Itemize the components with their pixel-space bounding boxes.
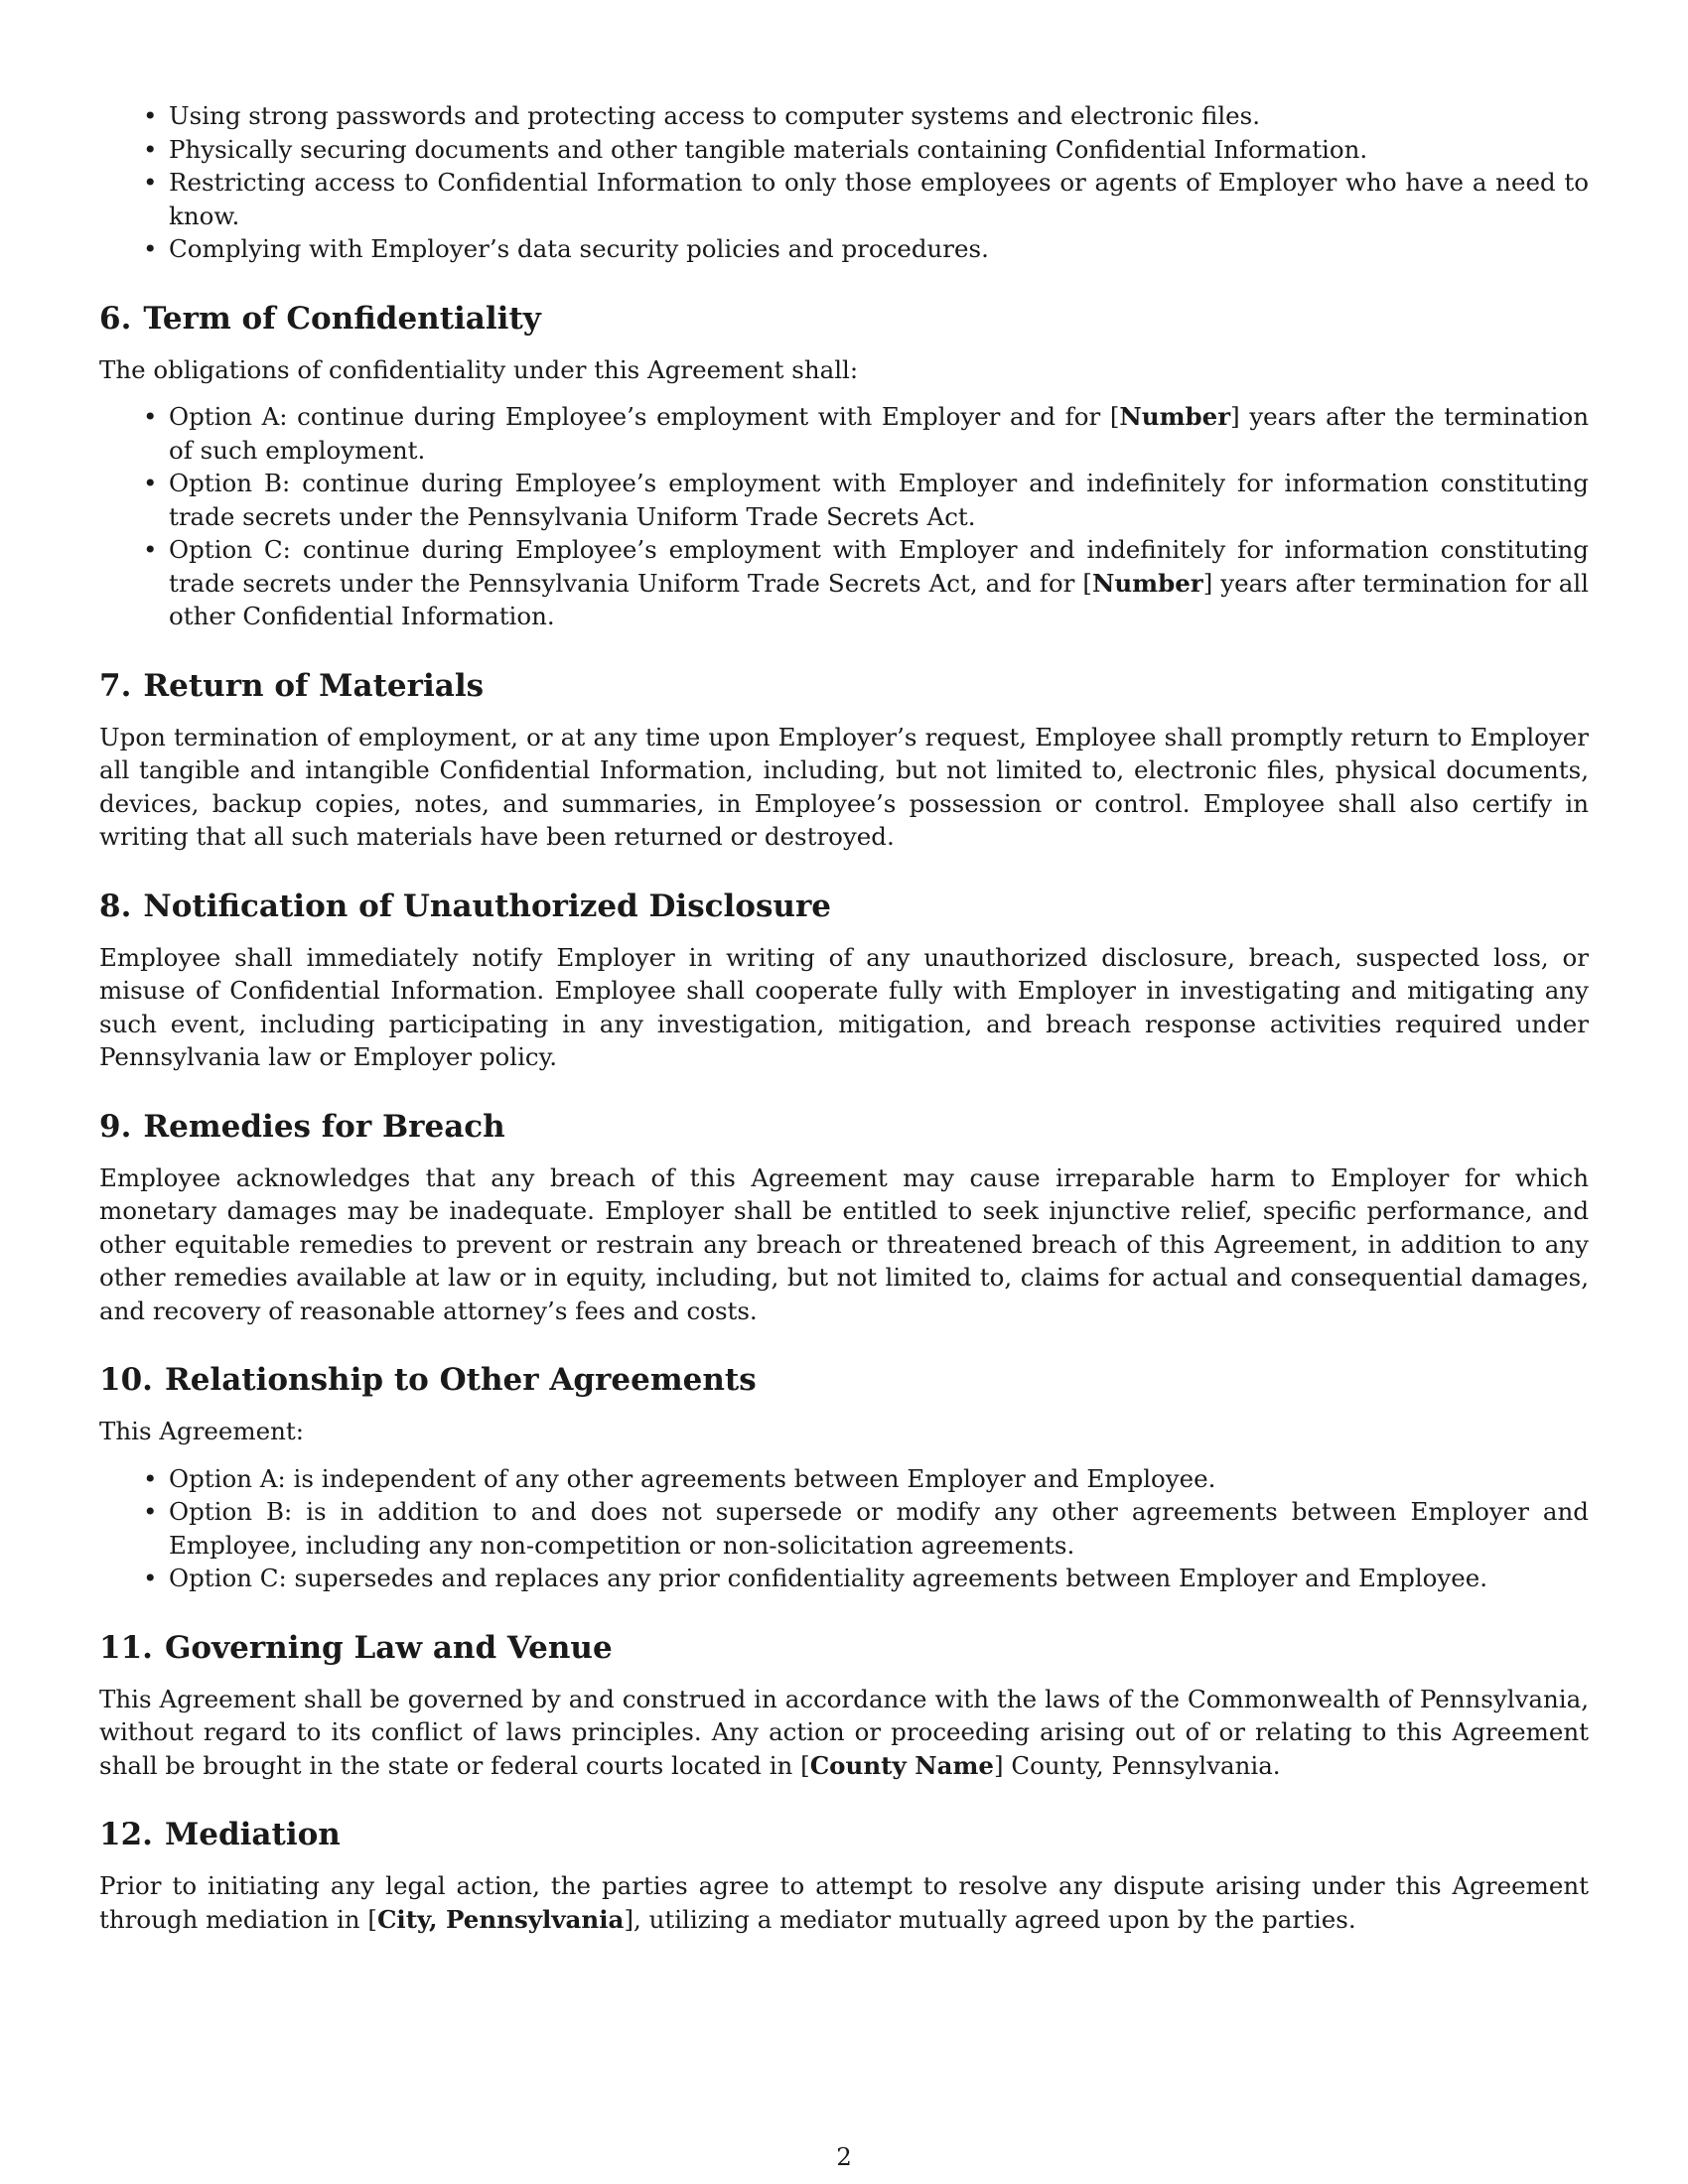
section-6-heading	[99, 300, 1589, 338]
section-number: 6.	[99, 300, 132, 337]
section-title: Term of Confidentiality	[143, 300, 541, 337]
option-text: ] years after the termination of such employment.	[169, 402, 1589, 465]
list-item: • Using strong passwords and protecting access to computer systems and electronic files.	[169, 99, 1589, 133]
body-text: ], utilizing a mediator mutually agreed upon by the parties.	[624, 1904, 1356, 1934]
section-6-intro: The obligations of confidentiality under this Agreement shall:	[99, 354, 859, 384]
page-number: 2	[836, 2142, 852, 2171]
option-text: Option A: continue during Employee’s employment with Employer and for [	[169, 402, 1120, 431]
option-b: • Option B: is in addition to and does not supersede or modify any other agreements between Employer and Employee, including any non-competition or non-solicitation agreements.	[169, 1495, 1589, 1562]
section-title: Notification of Unauthorized Disclosure	[143, 887, 832, 924]
section-number: 10.	[99, 1362, 153, 1398]
section-number: 8.	[99, 887, 132, 924]
option-text: Option C: continue during Employee’s employment with Employer and indefinitely for information constituting trade secrets under the Pennsylvania Uniform Trade Secrets Act, and for [	[169, 535, 1589, 598]
section-number: 11.	[99, 1629, 153, 1666]
section-12-body	[99, 1869, 1589, 1936]
section-9-heading	[99, 1108, 1589, 1146]
option-text: ] years after termination for all other Confidential Information.	[169, 568, 1589, 630]
section-number: 12.	[99, 1817, 153, 1852]
section-10-heading	[99, 1361, 1589, 1399]
option-a	[169, 400, 1589, 467]
option-c	[169, 533, 1589, 633]
section-7-body: Upon termination of employment, or at any time upon Employer’s request, Employee shall promptly return to Employer all tangible and intangible Confidential Information, including, but not limited to, electronic files, physical documents, devices, backup copies, notes, and summaries, in Employee’s possession or control. Employee shall also certify in writing that all such materials have been returned or destroyed.	[99, 722, 1589, 851]
section-7-heading	[99, 667, 1589, 705]
document-content	[99, 99, 1589, 1936]
section-11-heading	[99, 1629, 1589, 1667]
section-title: Governing Law and Venue	[164, 1629, 613, 1666]
list-item: • Physically securing documents and other tangible materials containing Confidential Information.	[169, 133, 1589, 167]
placeholder-number: Number	[1091, 568, 1203, 598]
placeholder-number: Number	[1119, 402, 1231, 431]
section-9-body: Employee acknowledges that any breach of this Agreement may cause irreparable harm to Employer for which monetary damages may be inadequate. Employer shall be entitled to seek injunctive relief, specific performance, and other equitable remedies to prevent or restrain any breach or threatened breach of this Agreement, in addition to any other remedies available at law or in equity, including, but not limited to, claims for actual and consequential damages, and recovery of reasonable attorney’s fees and costs.	[99, 1162, 1589, 1325]
section-number: 9.	[99, 1108, 132, 1145]
section-title: Mediation	[164, 1817, 341, 1852]
body-text: Prior to initiating any legal action, the parties agree to attempt to resolve any dispute arising under this Agreement through mediation in [	[99, 1871, 1589, 1934]
section-title: Return of Materials	[143, 667, 485, 704]
section-number: 7.	[99, 667, 132, 704]
placeholder-county: County Name	[809, 1750, 995, 1780]
section-title: Relationship to Other Agreements	[164, 1362, 757, 1398]
option-a: • Option A: is independent of any other agreements between Employer and Employee.	[169, 1462, 1589, 1496]
body-text: This Agreement shall be governed by and construed in accordance with the laws of the Commonwealth of Pennsylvania, without regard to its conflict of laws principles. Any action or proceeding arising out of or relating to this Agreement shall be brought in the state or federal courts located in [	[99, 1684, 1589, 1780]
list-item: • Complying with Employer’s data security policies and procedures.	[169, 232, 1589, 266]
section-8-body: Employee shall immediately notify Employer in writing of any unauthorized disclosure, breach, suspected loss, or misuse of Confidential Information. Employee shall cooperate fully with Employer in investigating and mitigating any such event, including participating in any investigation, mitigation, and breach response activities required under Pennsylvania law or Employer policy.	[99, 942, 1589, 1071]
list-item: • Restricting access to Confidential Information to only those employees or agents of Employer who have a need to know.	[169, 166, 1589, 232]
section-10-intro: This Agreement:	[99, 1417, 305, 1445]
section-6-options	[99, 400, 1589, 633]
option-b: • Option B: continue during Employee’s employment with Employer and indefinitely for information constituting trade secrets under the Pennsylvania Uniform Trade Secrets Act.	[169, 467, 1589, 533]
section-title: Remedies for Breach	[143, 1108, 505, 1145]
section-11-body	[99, 1683, 1589, 1783]
section-8-heading	[99, 887, 1589, 925]
placeholder-city: City, Pennsylvania	[376, 1904, 625, 1934]
section-10-options	[99, 1462, 1589, 1595]
section-12-heading	[99, 1816, 1589, 1853]
body-text: ] County, Pennsylvania.	[994, 1750, 1281, 1780]
option-c: • Option C: supersedes and replaces any prior confidentiality agreements between Employer and Employee.	[169, 1562, 1589, 1595]
security-measures-list	[99, 99, 1589, 266]
